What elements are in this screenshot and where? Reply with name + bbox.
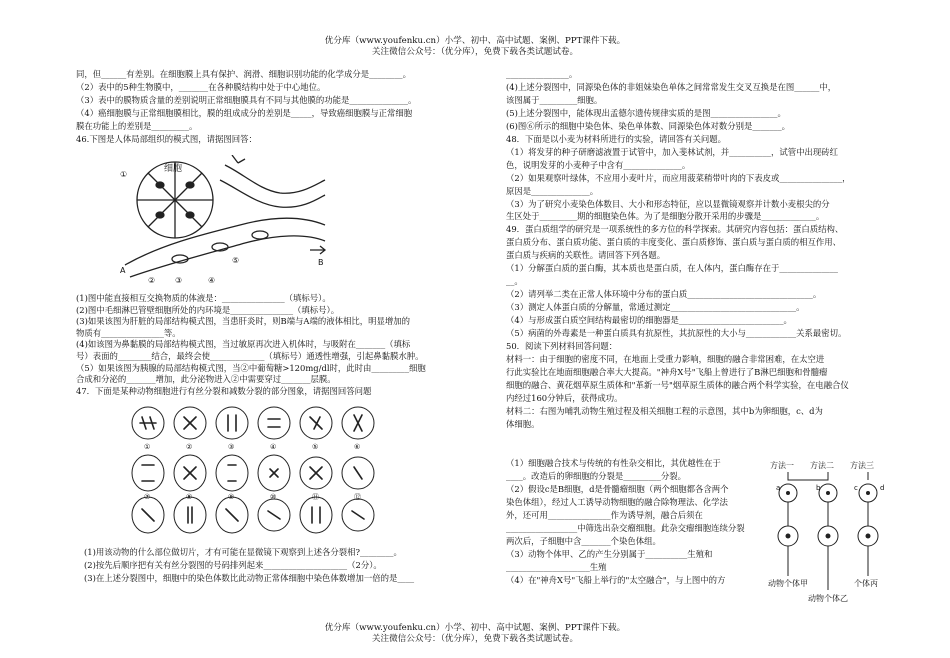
text-line: （4）癌细胞膜与正常细胞膜相比，膜的组成成分的差别是_____，导致癌细胞膜与正常细胞 [76,107,413,118]
cell-d-label: d [880,484,885,492]
text-line: （3）测定人体蛋白质的分解量，常通过测定______________________________。 [506,302,805,313]
text-line: 体细胞。 [506,418,540,429]
label-cell: 细胞 [164,164,183,174]
page-footer [0,623,950,645]
question-47-title: 47．下面是某种动物细胞进行有丝分裂和减数分裂的部分图象，请据图回答问题 [76,385,372,396]
text-line: （3）为了研究小麦染色体数目、大小和形态特征，应以显微镜观察并计数小麦根尖的分 [506,198,830,209]
cell-label-11: ⑪ [312,493,319,501]
text-line: (3)在上述分裂图中，细胞中的染色体数比此动物正常体细胞中染色体数增加一倍的是____ [84,572,415,583]
right-column [506,68,886,431]
cell-label-3: ③ [228,443,235,451]
text-line: （2）假设c是B细胞，d是骨髓瘤细胞（两个细胞都各含两个 [506,483,729,494]
text-line: _________________中筛选出杂交瘤细胞。此杂交瘤细胞连续分裂 [506,522,745,533]
cell-label-1: ① [144,443,151,451]
header-line-1: 优分库（www.youfenku.cn）小学、初中、高中试题、案例、PPT课件下载。 [324,36,626,46]
cell-b-label: b [816,484,821,492]
text-line: ____________________生殖 [506,561,607,572]
text-line: 材料二：右图为哺乳动物生殖过程及相关细胞工程的示意图，其中b为卵细胞，c、d为 [506,405,823,416]
capillary-wall-top [125,218,325,265]
question-50-title: 50．阅读下列材料回答问题： [506,341,618,352]
question-48-title: 48．下面是以小麦为材料所进行的实验，请回答有关问题。 [506,133,727,144]
q50-questions [506,457,776,587]
cell-label-6: ⑥ [354,443,361,451]
question-46-title: 46.下图是人体局部组织的模式图，请据图回答： [76,133,257,144]
text-line: （1）细胞融合技术与传统的有性杂交相比，其优越性在于 [506,458,721,468]
text-line: 材料一：由于细胞的密度不同，在地面上受重力影响，细胞的融合非常困难，在太空进 [506,353,825,364]
text-line: 物质有_______________等。 [76,327,181,338]
text-line: 生区处于_________期的细胞染色体。为了是细胞分散开采用的步骤是_____________。 [506,211,825,222]
text-line: （3）表中的膜物质含量的差别说明正常细胞膜具有不同与其他膜的功能是______________。 [76,94,417,105]
method-3-label: 方法三 [850,461,874,470]
label-b: B [318,258,324,267]
text-line: (2)图中毛细淋巴管壁细胞所处的内环境是_______________（填标号）。 [76,304,340,315]
tissue-diagram [120,155,330,285]
footer-line-1: 优分库（www.youfenku.cn）小学、初中、高中试题、案例、PPT课件下载。 [324,623,626,633]
cell-label-8: ⑧ [186,493,193,501]
text-line: ____。改造后的卵细胞的分裂是_________分裂。 [506,470,687,481]
text-line: 同，但______有差别。在细胞膜上具有保护、润滑、细胞识别功能的化学成分是________。 [76,69,411,79]
text-line: 该图属于_________细胞。 [506,94,603,105]
text-line: 原因是______________。 [506,185,599,196]
text-line: （1）分解蛋白质的蛋白酶，其本质也是蛋白质，在人体内，蛋白酶存在于______________ [506,263,838,274]
cell-9 [216,455,248,491]
q47-questions [84,546,464,585]
page-header [0,36,950,58]
cell-label-5: ⑤ [312,443,319,451]
cell-label-7: ⑦ [144,493,151,501]
cell-label-10: ⑩ [270,493,277,501]
animal-3-label: 个体丙 [854,579,878,588]
text-line: (4)上述分裂图中，同源染色体的非姐妹染色单体之间常常发生交叉互换是在图______中， [506,81,837,92]
text-line: (1)图中能直接相互交换物质的体液是：_______________（填标号）。 [76,293,331,303]
label-a: A [120,266,126,275]
text-line: 行此实验比在地面细胞融合率大大提高。"神舟X号"飞船上曾进行了B淋巴细胞和骨髓瘤 [506,366,828,377]
method-1-label: 方法一 [770,461,794,470]
animal-1-label: 动物个体甲 [768,579,808,588]
text-line: 蛋白质分布、蛋白质功能、蛋白质的丰度变化、蛋白质修饰、蛋白质与蛋白质的相互作用、 [506,237,841,248]
label-1: ① [120,170,128,179]
q46-questions [76,293,456,397]
cell-label-2: ② [186,443,193,451]
method-2-label: 方法二 [810,461,834,470]
text-line: （4）与形成蛋白质空间结构最密切的细胞器是_________________________。 [506,315,792,326]
text-line: （4）在"神舟X号"飞船上举行的"太空融合"，与上图中的方 [506,574,726,585]
cell-label-9: ⑨ [228,493,235,501]
text-line: (3)如果该图为肝脏的局部结构模式图，当患肝炎时，则B端与A端的液体相比，明显增加的 [76,316,410,327]
label-3: ③ [175,276,183,285]
text-line: 细胞的融合、黄花烟草原生质体和"革新一号"烟草原生质体的融合两个科学实验，在电融合仪 [506,379,849,390]
text-line: __。 [506,276,523,287]
cell-a-label: a [776,484,781,492]
text-line: 内经过160分钟后，获得成功。 [506,392,623,403]
left-column [76,68,456,145]
text-line: （2）如果观察叶绿体，不应用小麦叶片，而应用菠菜稍带叶肉的下表皮或_______________， [506,172,851,183]
text-line: 蛋白质与疾病的关联性。请回答下列各题。 [506,250,666,261]
cell-label-4: ④ [270,443,277,451]
text-line: 染色体组），经过人工诱导动物细胞的融合除物理法、化学法 [506,496,728,507]
cell-label-12: ⑫ [354,493,361,501]
cell-c-label: c [854,484,858,492]
text-line: (5)上述分裂图中，能体现出孟德尔遗传规律实质的是图________________。 [506,107,786,118]
cell-4 [258,407,290,439]
text-line: (4)如该图为鼻黏膜的局部结构模式图，当过敏原再次进入机体时，与吸附在_______（填标 [76,339,411,350]
text-line: （5）病菌的外毒素是一种蛋白质具有抗原性，其抗原性的大小与____________关系最密切。 [506,328,847,339]
text-line: 色，说明发芽的小麦种子中含有______________。 [506,159,691,170]
cell-3 [216,407,248,439]
label-2: ② [148,276,156,285]
text-line: _______________。 [506,69,578,79]
cell-7 [132,455,164,491]
cell-division-figure [128,403,378,543]
label-5: ⑤ [232,256,240,265]
text-line: （2）表中的5种生物膜中，_______在各种膜结构中处于中心地位。 [76,81,326,92]
text-line: （2）请列举二类在正常人体环境中分布的蛋白质______________________________。 [506,289,822,300]
footer-line-2: 关注微信公众号：（优分库），免费下载各类试题试卷。 [371,634,579,644]
text-line: 两次后，子细胞中含_______个染色体组。 [506,535,661,546]
text-line: 外，还可用_______________作为诱导剂，融合后须在 [506,509,703,520]
label-4: ④ [208,276,216,285]
text-line: 合成和分泌的_______增加，此分泌物进入②中需要穿过_______层膜。 [76,374,336,385]
text-line: 膜在功能上的差别是_________。 [76,120,198,131]
text-line: (1)用该动物的什么部位做切片，才有可能在显微镜下观察到上述各分裂相?________。 [84,547,402,557]
text-line: 号）表面的________结合，最终会使_____________（填标号）通透性增强，引起鼻黏膜水肿。 [76,350,424,361]
reproduction-diagram [768,458,888,608]
capillary-wall-bottom [130,236,325,277]
header-line-2: 关注微信公众号：（优分库），免费下载各类试题试卷。 [371,47,579,57]
text-line: （5）如果该图为胰腺的局部结构模式图，当②中葡萄糖>120mg/dl时，此时由_________细胞 [76,362,426,373]
question-49-title: 49．蛋白质组学的研究是一项系统性的多方位的科学探索。其研究内容包括：蛋白质结构、 [506,224,844,235]
text-line: （1）将发芽的种子研磨滤液置于试管中，加入斐林试剂，并__________，试管中出现砖红 [506,146,838,157]
text-line: (6)图⑥所示的细胞中染色体、染色单体数、同源染色体对数分别是_______。 [506,120,791,131]
animal-2-label: 动物个体乙 [808,594,848,603]
text-line: (2)按先后顺序把有关有丝分裂图的号码排列起来____________________（2分）。 [84,559,382,570]
text-line: （3）动物个体甲、乙的产生分别属于__________生殖和 [506,548,713,559]
lymph-vessel-top [225,165,325,193]
